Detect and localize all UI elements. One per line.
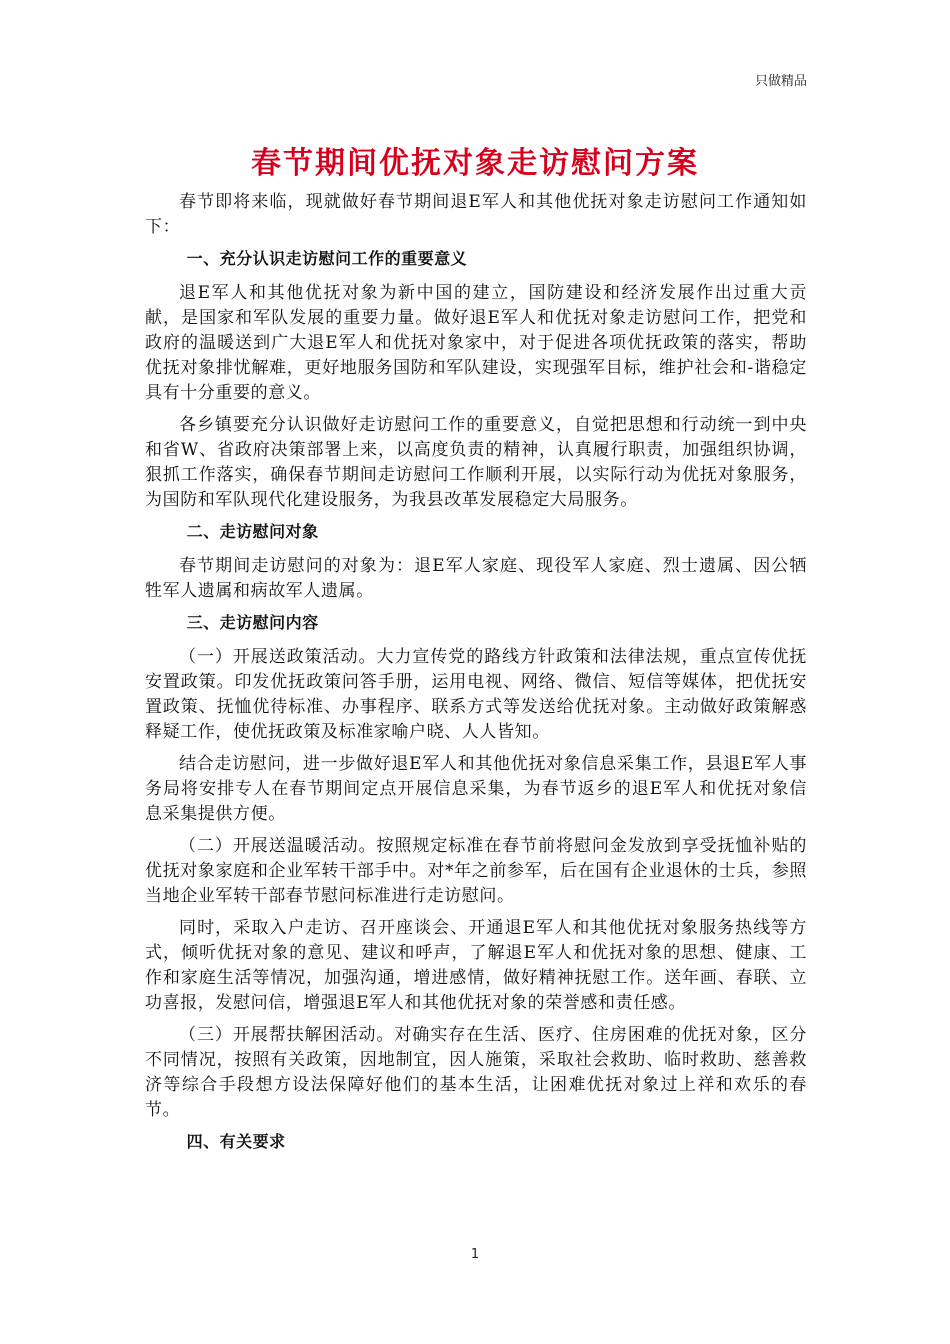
section-1-paragraph-2: 各乡镇要充分认识做好走访慰问工作的重要意义，自觉把思想和行动统一到中央和省W、省政府决策部署上来，以高度负责的精神，认真履行职责，加强组织协调，狠抓工作落实，确保春节期间走访慰问工作顺利开展，以实际行动为优抚对象服务，为国防和军队现代化建设服务，为我县改革发展稳定大局服务。 xyxy=(145,415,807,510)
intro-paragraph: 春节即将来临，现就做好春节期间退E军人和其他优抚对象走访慰问工作通知如下： xyxy=(145,192,807,237)
section-3-paragraph-4: 同时，采取入户走访、召开座谈会、开通退E军人和其他优抚对象服务热线等方式，倾听优抚对象的意见、建议和呼声，了解退E军人和优抚对象的思想、健康、工作和家庭生活等情况，加强沟通，增进感情，做好精神抚慰工作。送年画、春联、立功喜报，发慰问信，增强退E军人和其他优抚对象的荣誉感和责任感。 xyxy=(145,918,807,1013)
document-body xyxy=(145,190,807,1164)
section-heading-3: 三、走访慰问内容 xyxy=(186,613,319,632)
section-3-paragraph-5: （三）开展帮扶解困活动。对确实存在生活、医疗、住房困难的优抚对象，区分不同情况，按照有关政策，因地制宜，因人施策，采取社会救助、临时救助、慈善救济等综合手段想方设法保障好他们的基本生活，让困难优抚对象过上祥和欢乐的春节。 xyxy=(145,1025,807,1120)
section-1-paragraph-1: 退E军人和其他优抚对象为新中国的建立，国防建设和经济发展作出过重大贡献，是国家和军队发展的重要力量。做好退E军人和优抚对象走访慰问工作，把党和政府的温暖送到广大退E军人和优抚对象家中，对于促进各项优抚政策的落实，帮助优抚对象排忧解难，更好地服务国防和军队建设，实现强军目标，维护社会和-谐稳定具有十分重要的意义。 xyxy=(145,283,807,403)
page-number: 1 xyxy=(470,1247,480,1262)
section-3-paragraph-1: （一）开展送政策活动。大力宣传党的路线方针政策和法律法规，重点宣传优抚安置政策。印发优抚政策问答手册，运用电视、网络、微信、短信等媒体，把优抚安置政策、抚恤优待标准、办事程序、联系方式等发送给优抚对象。主动做好政策解惑释疑工作，使优抚政策及标准家喻户晓、人人皆知。 xyxy=(145,647,807,742)
section-heading-1: 一、充分认识走访慰问工作的重要意义 xyxy=(186,249,468,268)
section-heading-2: 二、走访慰问对象 xyxy=(186,522,319,541)
section-3-paragraph-3: （二）开展送温暖活动。按照规定标准在春节前将慰问金发放到享受抚恤补贴的优抚对象家庭和企业军转干部手中。对*年之前参军，后在国有企业退休的士兵，参照当地企业军转干部春节慰问标准进行走访慰问。 xyxy=(145,836,807,906)
section-2-paragraph-1: 春节期间走访慰问的对象为：退E军人家庭、现役军人家庭、烈士遗属、因公牺牲军人遗属和病故军人遗属。 xyxy=(145,556,807,601)
section-3-paragraph-2: 结合走访慰问，进一步做好退E军人和其他优抚对象信息采集工作，县退E军人事务局将安排专人在春节期间定点开展信息采集，为春节返乡的退E军人和优抚对象信息采集提供方便。 xyxy=(145,754,807,824)
header-note: 只做精品 xyxy=(754,74,807,89)
document-title: 春节期间优抚对象走访慰问方案 xyxy=(251,146,699,181)
section-heading-4: 四、有关要求 xyxy=(186,1132,286,1151)
